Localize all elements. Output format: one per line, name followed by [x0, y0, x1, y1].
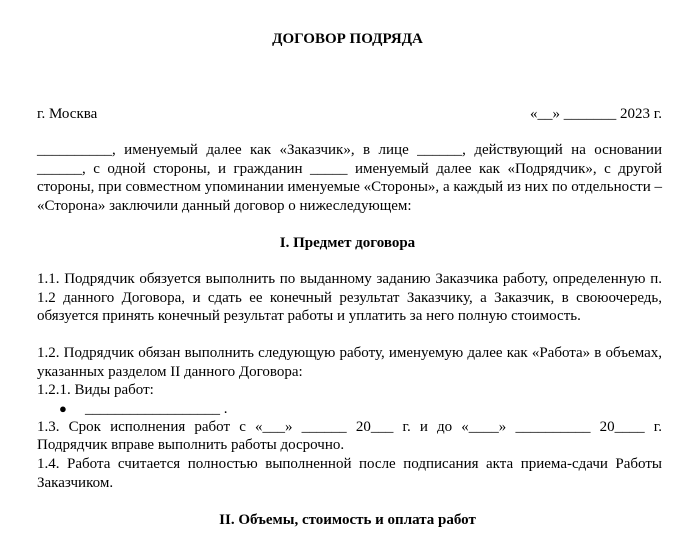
- clause-1-1: 1.1. Подрядчик обязуется выполнить по выданному заданию Заказчика работу, определенную п. 1.2 данного Договора, и сдать ее конечный результат Заказчику, а Заказчик, в своюочередь, обязуется принять конечный результат работы и уплатить за него полную стоимость.: [37, 271, 662, 325]
- contract-date: «__» _______ 2023 г.: [530, 106, 662, 122]
- document-title: ДОГОВОР ПОДРЯДА: [272, 31, 423, 47]
- work-type-blank: __________________ .: [85, 401, 228, 417]
- clause-1-3-early-completion: Подрядчик вправе выполнить работы досрочно.: [37, 437, 345, 453]
- bullet-icon: ●: [59, 401, 67, 416]
- section-1-heading: I. Предмет договора: [279, 235, 416, 251]
- clause-1-3-term: 1.3. Срок исполнения работ с «___» ______ 20___ г. и до «____» __________ 20____ г.: [37, 419, 662, 435]
- section-2-heading: II. Объемы, стоимость и оплата работ: [219, 512, 476, 528]
- contract-city: г. Москва: [37, 106, 98, 122]
- clause-1-4: 1.4. Работа считается полностью выполненной после подписания акта приема-сдачи Работы Заказчиком.: [37, 456, 662, 491]
- clause-1-2-1: 1.2.1. Виды работ:: [37, 382, 154, 398]
- clause-1-2: 1.2. Подрядчик обязан выполнить следующую работу, именуемую далее как «Работа» в объемах, указанных разделом II данного Договора:: [37, 345, 662, 380]
- preamble-paragraph: __________, именуемый далее как «Заказчик», в лице ______, действующий на основании ______, с одной стороны, и гражданин _____ именуемый далее как «Подрядчик», с другой стороны, при совместном упоминании именуемые «Стороны», а каждый из них по отдельности – «Сторона» заключили данный договор о нижеследующем:: [37, 142, 662, 214]
